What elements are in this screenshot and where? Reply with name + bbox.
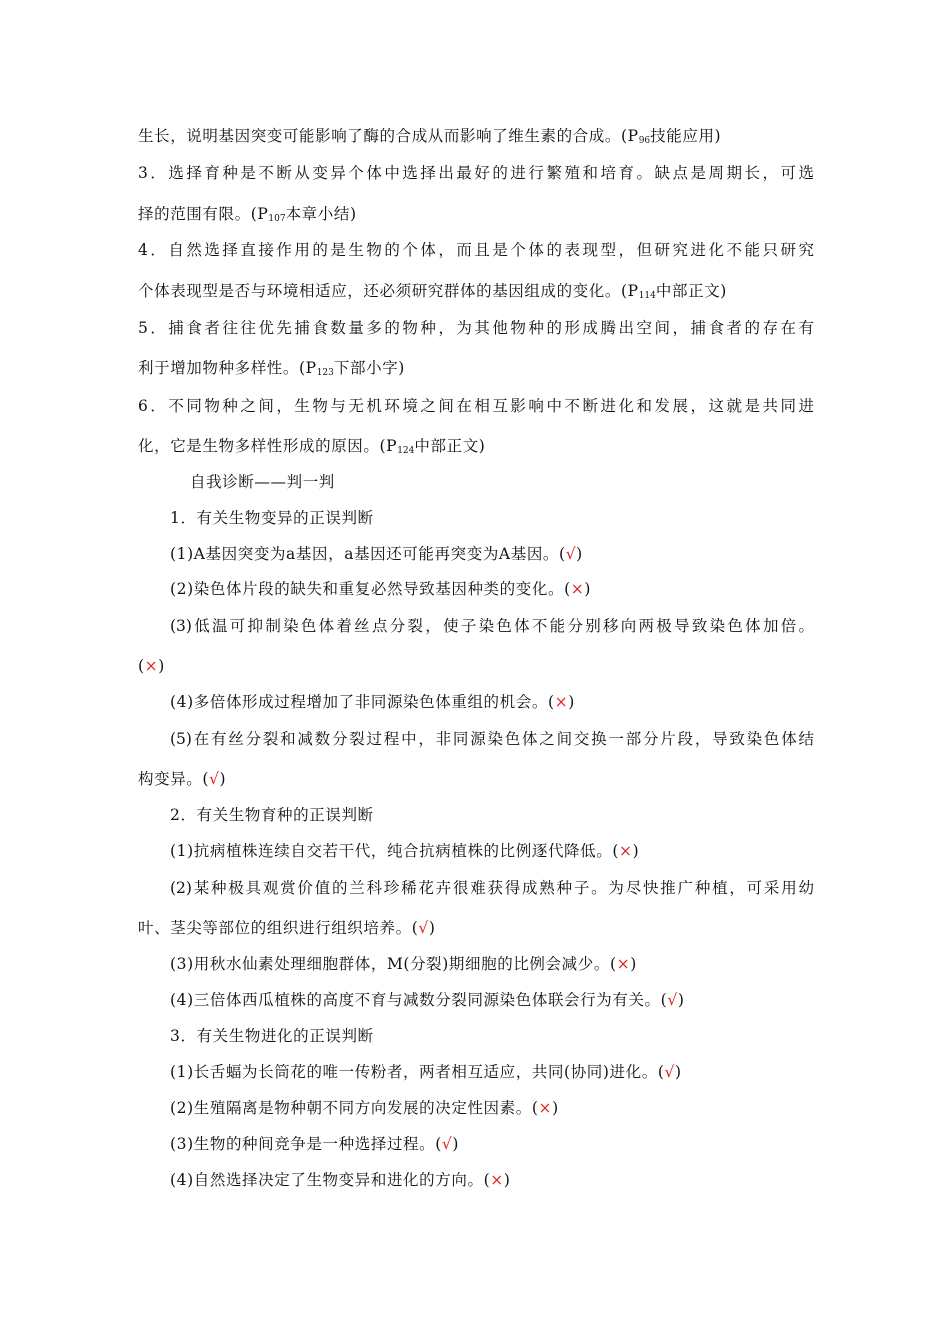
check-mark-icon: √ [565,545,577,563]
fact-6-text: 化，它是生物多样性形成的原因。 [138,437,380,455]
judgement-item [170,954,637,974]
judgement-item-line-1: (3)低温可抑制染色体着丝点分裂，使子染色体不能分别移向两极导致染色体加倍。 [170,617,814,635]
item-text: 叶、茎尖等部位的组织进行组织培养。 [138,919,412,937]
item-text: 构变异。 [138,770,203,788]
page-ref-prefix: (P [621,282,639,300]
judgement-item [170,692,575,712]
cross-mark-icon: × [616,955,631,973]
fact-2-text: 生长，说明基因突变可能影响了酶的合成从而影响了维生素的合成。 [138,127,622,145]
cross-mark-icon: × [538,1099,553,1117]
page-ref-section: 中部正文) [414,437,486,455]
paren-close: ) [632,842,640,860]
cross-mark-icon: × [490,1171,504,1189]
item-text: (4)三倍体西瓜植株的高度不育与减数分裂同源染色体联会行为有关。 [170,991,661,1009]
paren-open: ( [609,955,617,973]
page-ref-prefix: (P [299,359,317,377]
cross-mark-icon: × [554,693,569,711]
paren-close: ) [503,1171,511,1189]
paren-close: ) [452,1135,460,1153]
paren-close: ) [219,770,227,788]
page-ref-number: 123 [316,368,334,378]
item-text: (4)多倍体形成过程增加了非同源染色体重组的机会。 [170,693,548,711]
page-ref-section: 技能应用) [650,127,722,145]
item-text: (1)长舌蝠为长筒花的唯一传粉者，两者相互适应，共同(协同)进化。 [170,1063,658,1081]
fact-3-line-2 [138,204,357,229]
item-text: (4)自然选择决定了生物变异和进化的方向。 [170,1171,484,1189]
paren-open: ( [559,545,566,563]
cross-mark-icon: × [619,842,633,860]
paren-open: ( [564,580,571,598]
page-ref-section: 本章小结) [285,205,357,223]
group-2-title: 2．有关生物育种的正误判断 [170,806,374,824]
group-1-title: 1．有关生物变异的正误判断 [170,509,374,527]
fact-5-line-1: 5．捕食者往往优先捕食数量多的物种，为其他物种的形成腾出空间，捕食者的存在有 [138,319,814,337]
judgement-item-line-2 [138,769,226,789]
fact-6-line-1: 6．不同物种之间，生物与无机环境之间在相互影响中不断进化和发展，这就是共同进 [138,397,814,415]
page-ref-number: 96 [638,136,651,146]
fact-5-line-2 [138,358,405,383]
item-text: (3)生物的种间竞争是一种选择过程。 [170,1135,436,1153]
fact-3-text: 择的范围有限。 [138,205,251,223]
cross-mark-icon: × [570,580,585,598]
page-ref-prefix: (P [621,127,639,145]
fact-4-line-2 [138,281,727,306]
judgement-item [170,1062,682,1082]
judgement-item [170,841,639,861]
paren-close: ) [158,657,165,675]
check-mark-icon: √ [664,1063,675,1081]
page-ref-section: 中部正文) [655,282,727,300]
paren-close: ) [584,580,591,598]
judgement-item [170,1098,559,1118]
paren-open: ( [660,991,668,1009]
page-ref-prefix: (P [379,437,398,455]
check-mark-icon: √ [209,770,220,788]
judgement-item [170,579,591,599]
item-text: (2)生殖隔离是物种朝不同方向发展的决定性因素。 [170,1099,532,1117]
paren-open: ( [483,1171,491,1189]
check-mark-icon: √ [441,1135,453,1153]
judgement-item-line-2 [138,918,436,938]
paren-open: ( [531,1099,539,1117]
judgement-item [170,1134,459,1154]
check-mark-icon: √ [667,991,678,1009]
paren-close: ) [552,1099,559,1117]
page-ref-section: 下部小字) [333,359,405,377]
fact-4-line-1: 4．自然选择直接作用的是生物的个体，而且是个体的表现型，但研究进化不能只研究 [138,241,814,259]
page-ref-prefix: (P [250,205,269,223]
paren-close: ) [428,919,436,937]
judgement-item [170,544,583,564]
paren-open: ( [547,693,555,711]
fact-2-ending [138,126,721,151]
item-text: (1)抗病植株连续自交若干代，纯合抗病植株的比例逐代降低。 [170,842,613,860]
judgement-item-line-2 [138,656,165,676]
page-ref-number: 114 [638,291,656,301]
paren-open: ( [435,1135,442,1153]
judgement-item [170,990,684,1010]
paren-open: ( [202,770,210,788]
paren-close: ) [675,1063,682,1081]
paren-open: ( [657,1063,665,1081]
paren-open: ( [411,919,419,937]
page-ref-number: 124 [397,446,415,456]
fact-6-line-2 [138,436,485,461]
judgement-item [170,1170,510,1190]
paren-open: ( [138,657,145,675]
judgement-item-line-1: (2)某种极具观赏价值的兰科珍稀花卉很难获得成熟种子。为尽快推广种植，可采用幼 [170,879,814,897]
cross-mark-icon: × [144,657,159,675]
paren-close: ) [677,991,685,1009]
paren-open: ( [612,842,620,860]
item-text: (3)用秋水仙素处理细胞群体，M(分裂)期细胞的比例会减少。 [170,955,610,973]
fact-5-text: 利于增加物种多样性。 [138,359,300,377]
item-text: (2)染色体片段的缺失和重复必然导致基因种类的变化。 [170,580,565,598]
item-text: (1)A基因突变为a基因，a基因还可能再突变为A基因。 [170,545,560,563]
judgement-item-line-1: (5)在有丝分裂和减数分裂过程中，非同源染色体之间交换一部分片段，导致染色体结 [170,730,814,748]
paren-close: ) [568,693,575,711]
paren-close: ) [630,955,637,973]
group-3-title: 3．有关生物进化的正误判断 [170,1027,374,1045]
fact-4-text: 个体表现型是否与环境相适应，还必须研究群体的基因组成的变化。 [138,282,622,300]
section-title: 自我诊断——判一判 [190,473,335,491]
page-ref-number: 107 [268,214,286,224]
check-mark-icon: √ [418,919,429,937]
paren-close: ) [576,545,583,563]
fact-3-line-1: 3．选择育种是不断从变异个体中选择出最好的进行繁殖和培育。缺点是周期长，可选 [138,164,814,182]
